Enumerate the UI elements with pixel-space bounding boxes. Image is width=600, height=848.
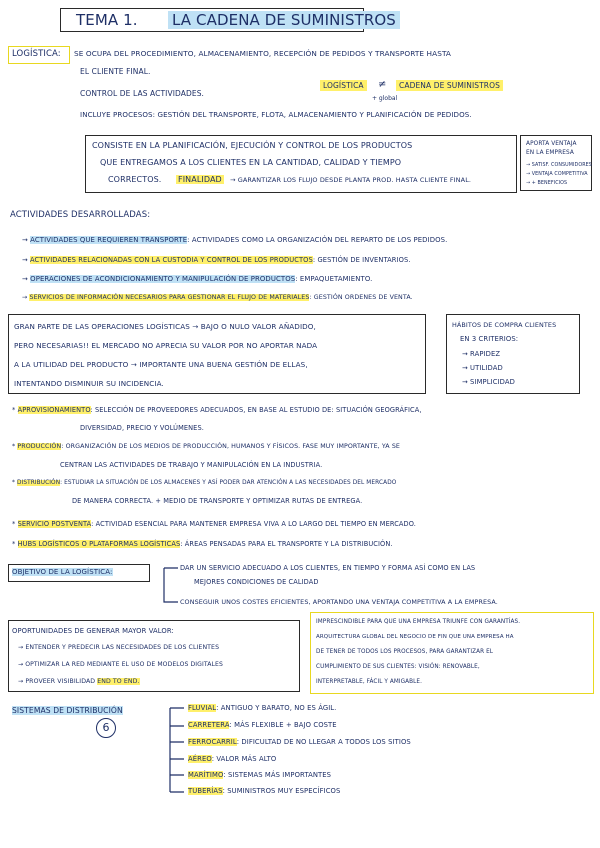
ventaja-title1: APORTA VENTAJA: [526, 141, 577, 147]
actividad-desc: : ACTIVIDADES COMO LA ORGANIZACIÓN DEL REPARTO DE LOS PEDIDOS.: [187, 236, 448, 244]
consiste-line2: QUE ENTREGAMOS A LOS CLIENTES EN LA CANTIDAD, CALIDAD Y TIEMPO: [100, 158, 402, 167]
imprescindible-line-1: IMPRESCINDIBLE PARA QUE UNA EMPRESA TRIUNFE CON GARANTÍAS.: [316, 619, 521, 625]
fase-term: SERVICIO POSTVENTA: [17, 520, 92, 528]
actividades-heading: ACTIVIDADES DESARROLLADAS:: [10, 210, 151, 220]
imprescindible-line-4: CUMPLIMIENTO DE SUS CLIENTES: VISIÓN: RENOVABLE,: [316, 664, 480, 670]
sistema-desc: : DIFICULTAD DE NO LLEGAR A TODOS LOS SITIOS: [236, 738, 411, 746]
sistema-desc: : ANTIGUO Y BARATO, NO ES ÁGIL.: [216, 704, 337, 712]
objetivo-branch-2: CONSEGUIR UNOS COSTES EFICIENTES, APORTANDO UNA VENTAJA COMPETITIVA A LA EMPRESA.: [180, 598, 498, 606]
imprescindible-line-5: INTERPRETABLE, FÁCIL Y AMIGABLE.: [316, 679, 423, 685]
logistica-line1: SE OCUPA DEL PROCEDIMIENTO, ALMACENAMIENTO, RECEPCIÓN DE PEDIDOS Y TRANSPORTE HASTA: [74, 49, 452, 58]
consiste-line1: CONSISTE EN LA PLANIFICACIÓN, EJECUCIÓN Y CONTROL DE LOS PRODUCTOS: [92, 141, 413, 150]
actividad-item-4: → SERVICIOS DE INFORMACIÓN NECESARIOS PARA GESTIONAR EL FLUJO DE MATERIALES: GESTIÓN ORDENES DE VENTA.: [22, 294, 413, 301]
oportunidades-item-2: → OPTIMIZAR LA RED MEDIANTE EL USO DE MODELOS DIGITALES: [18, 661, 223, 668]
oportunidades-heading: OPORTUNIDADES DE GENERAR MAYOR VALOR:: [12, 627, 174, 635]
objetivo-branch-1a: DAR UN SERVICIO ADECUADO A LOS CLIENTES, EN TIEMPO Y FORMA ASÍ COMO EN LAS: [180, 564, 476, 572]
fase-desc: : ACTIVIDAD ESENCIAL PARA MANTENER EMPRESA VIVA A LO LARGO DEL TIEMPO EN MERCADO.: [91, 520, 416, 528]
habitos-item-1: → RAPIDEZ: [462, 350, 501, 358]
fase-item-3: * DISTRIBUCIÓN: ESTUDIAR LA SITUACIÓN DE LOS ALMACENES Y ASÍ PODER DAR ATENCIÓN A LAS NECESIDADES DEL MERCADO: [12, 480, 397, 486]
gran-parte-line1: GRAN PARTE DE LAS OPERACIONES LOGÍSTICAS → BAJO O NULO VALOR AÑADIDO,: [14, 322, 316, 331]
consiste-line3c: → GARANTIZAR LOS FLUJO DESDE PLANTA PROD. HASTA CLIENTE FINAL.: [230, 176, 472, 184]
sistema-item-6: [188, 787, 340, 795]
actividad-term: OPERACIONES DE ACONDICIONAMIENTO Y MANIPULACIÓN DE PRODUCTOS: [30, 275, 296, 283]
fase-term: DISTRIBUCIÓN: [16, 480, 61, 486]
fase-item-2: * PRODUCCIÓN: ORGANIZACIÓN DE LOS MEDIOS DE PRODUCCIÓN, HUMANOS Y FÍSICOS. FASE MUY IMPORTANTE, YA SE: [12, 443, 400, 450]
sistemas-count: 6: [96, 718, 116, 738]
logistica-line3: CONTROL DE LAS ACTIVIDADES.: [80, 89, 205, 98]
sistema-term: AÉREO: [188, 755, 212, 763]
title-tema: TEMA 1.: [76, 11, 138, 29]
page-title: LA CADENA DE SUMINISTROS: [168, 11, 400, 29]
sistema-desc: : VALOR MÁS ALTO: [211, 755, 277, 763]
imprescindible-line-3: DE TENER DE TODOS LOS PROCESOS, PARA GARANTIZAR EL: [316, 649, 494, 655]
fase-item-2-cont: CENTRAN LAS ACTIVIDADES DE TRABAJO Y MANIPULACIÓN EN LA INDUSTRIA.: [60, 461, 323, 469]
fase-term: HUBS LOGÍSTICOS O PLATAFORMAS LOGÍSTICAS: [17, 540, 181, 548]
end-to-end-highlight: END TO END.: [97, 678, 140, 685]
sistema-desc: : SISTEMAS MÁS IMPORTANTES: [223, 771, 332, 779]
imprescindible-line-2: ARQUITECTURA GLOBAL DEL NEGOCIO DE FIN QUE UNA EMPRESA HA: [316, 634, 514, 640]
fase-item-4: * SERVICIO POSTVENTA: ACTIVIDAD ESENCIAL PARA MANTENER EMPRESA VIVA A LO LARGO DEL TIEMPO EN MERCADO.: [12, 520, 416, 528]
gran-parte-line2: PERO NECESARIAS!! EL MERCADO NO APRECIA SU VALOR POR NO APORTAR NADA: [14, 341, 318, 350]
sistema-desc: : MÁS FLEXIBLE + BAJO COSTE: [229, 721, 337, 729]
consiste-finalidad: FINALIDAD: [178, 175, 222, 184]
habitos-title2: EN 3 CRITERIOS:: [460, 335, 519, 343]
fase-desc: : ORGANIZACIÓN DE LOS MEDIOS DE PRODUCCIÓN, HUMANOS Y FÍSICOS. FASE MUY IMPORTANTE, YA SE: [61, 443, 400, 450]
fase-term: APROVISIONAMIENTO: [17, 406, 91, 414]
actividad-item-1: → ACTIVIDADES QUE REQUIEREN TRANSPORTE: ACTIVIDADES COMO LA ORGANIZACIÓN DEL REPARTO DE LOS PEDIDOS.: [22, 236, 448, 244]
logistica-line2: EL CLIENTE FINAL.: [80, 67, 151, 76]
logistica-neq-right: CADENA DE SUMINISTROS: [396, 80, 503, 91]
objetivo-branch-1b: MEJORES CONDICIONES DE CALIDAD: [194, 578, 319, 586]
consiste-line3a: CORRECTOS.: [108, 175, 162, 184]
fase-item-5: * HUBS LOGÍSTICOS O PLATAFORMAS LOGÍSTICAS: ÁREAS PENSADAS PARA EL TRANSPORTE Y LA DISTRIBUCIÓN.: [12, 540, 393, 548]
sistemas-tree: [160, 700, 190, 800]
ventaja-title2: EN LA EMPRESA: [526, 150, 574, 156]
fase-item-3-cont: DE MANERA CORRECTA. + MEDIO DE TRANSPORTE Y OPTIMIZAR RUTAS DE ENTREGA.: [72, 497, 363, 505]
objetivo-brace: [154, 562, 180, 610]
oportunidades-last-text: → PROVEER VISIBILIDAD: [18, 678, 96, 685]
actividad-desc: : GESTIÓN DE INVENTARIOS.: [312, 256, 411, 264]
sistema-item-4: [188, 755, 276, 763]
oportunidades-item-3: [18, 678, 140, 685]
fase-term: PRODUCCIÓN: [17, 443, 62, 450]
sistema-term: FLUVIAL: [188, 704, 217, 712]
sistemas-label: SISTEMAS DE DISTRIBUCIÓN: [12, 706, 123, 715]
logistica-line4: INCLUYE PROCESOS: GESTIÓN DEL TRANSPORTE, FLOTA, ALMACENAMIENTO Y PLANIFICACIÓN DE PEDIDOS.: [80, 110, 472, 119]
sistema-desc: : SUMINISTROS MUY ESPECÍFICOS: [222, 787, 341, 795]
actividad-term: ACTIVIDADES RELACIONADAS CON LA CUSTODIA Y CONTROL DE LOS PRODUCTOS: [29, 256, 313, 264]
objetivo-label: OBJETIVO DE LA LOGÍSTICA:: [12, 568, 113, 576]
ventaja-item-2: → VENTAJA COMPETITIVA: [526, 172, 588, 177]
fase-item-1: * APROVISIONAMIENTO: SELECCIÓN DE PROVEEDORES ADECUADOS, EN BASE AL ESTUDIO DE: SITUACIÓN GEOGRÁFICA,: [12, 406, 422, 414]
habitos-item-2: → UTILIDAD: [462, 364, 503, 372]
actividad-item-3: → OPERACIONES DE ACONDICIONAMIENTO Y MANIPULACIÓN DE PRODUCTOS: EMPAQUETAMIENTO.: [22, 275, 373, 283]
sistema-item-1: [188, 704, 336, 712]
fase-desc: : ÁREAS PENSADAS PARA EL TRANSPORTE Y LA DISTRIBUCIÓN.: [180, 540, 393, 548]
logistica-label: LOGÍSTICA:: [12, 49, 61, 59]
actividad-desc: : EMPAQUETAMIENTO.: [295, 275, 373, 283]
logistica-neq-note: + global: [372, 95, 398, 102]
logistica-neq-left: LOGÍSTICA: [320, 80, 367, 91]
fase-desc: : SELECCIÓN DE PROVEEDORES ADECUADOS, EN BASE AL ESTUDIO DE: SITUACIÓN GEOGRÁFICA,: [90, 406, 422, 414]
ventaja-item-3: → + BENEFICIOS: [526, 181, 568, 186]
sistema-item-3: [188, 738, 411, 746]
oportunidades-item-1: → ENTENDER Y PREDECIR LAS NECESIDADES DE LOS CLIENTES: [18, 644, 220, 651]
actividad-item-2: → ACTIVIDADES RELACIONADAS CON LA CUSTODIA Y CONTROL DE LOS PRODUCTOS: GESTIÓN DE INVENTARIOS.: [22, 256, 411, 264]
fase-desc: : ESTUDIAR LA SITUACIÓN DE LOS ALMACENES Y ASÍ PODER DAR ATENCIÓN A LAS NECESIDADES DEL MERCADO: [60, 480, 397, 486]
gran-parte-line4: INTENTANDO DISMINUIR SU INCIDENCIA.: [14, 379, 164, 388]
actividad-term: SERVICIOS DE INFORMACIÓN NECESARIOS PARA GESTIONAR EL FLUJO DE MATERIALES: [29, 294, 310, 301]
actividad-desc: : GESTIÓN ORDENES DE VENTA.: [309, 294, 413, 301]
habitos-title1: HÁBITOS DE COMPRA CLIENTES: [452, 321, 557, 329]
sistema-term: TUBERÍAS: [188, 787, 223, 795]
habitos-item-3: → SIMPLICIDAD: [462, 378, 515, 386]
logistica-neq-sign: ≠: [378, 79, 387, 90]
sistema-item-5: [188, 771, 331, 779]
sistema-term: FERROCARRIL: [188, 738, 237, 746]
sistema-term: CARRETERA: [188, 721, 230, 729]
sistema-term: MARÍTIMO: [188, 771, 224, 779]
actividad-term: ACTIVIDADES QUE REQUIEREN TRANSPORTE: [30, 236, 188, 244]
gran-parte-line3: A LA UTILIDAD DEL PRODUCTO → IMPORTANTE UNA BUENA GESTIÓN DE ELLAS,: [14, 360, 308, 369]
ventaja-item-1: → SATISF. CONSUMIDORES: [526, 163, 592, 168]
sistema-item-2: [188, 721, 337, 729]
fase-item-1-cont: DIVERSIDAD, PRECIO Y VOLÚMENES.: [80, 424, 204, 432]
